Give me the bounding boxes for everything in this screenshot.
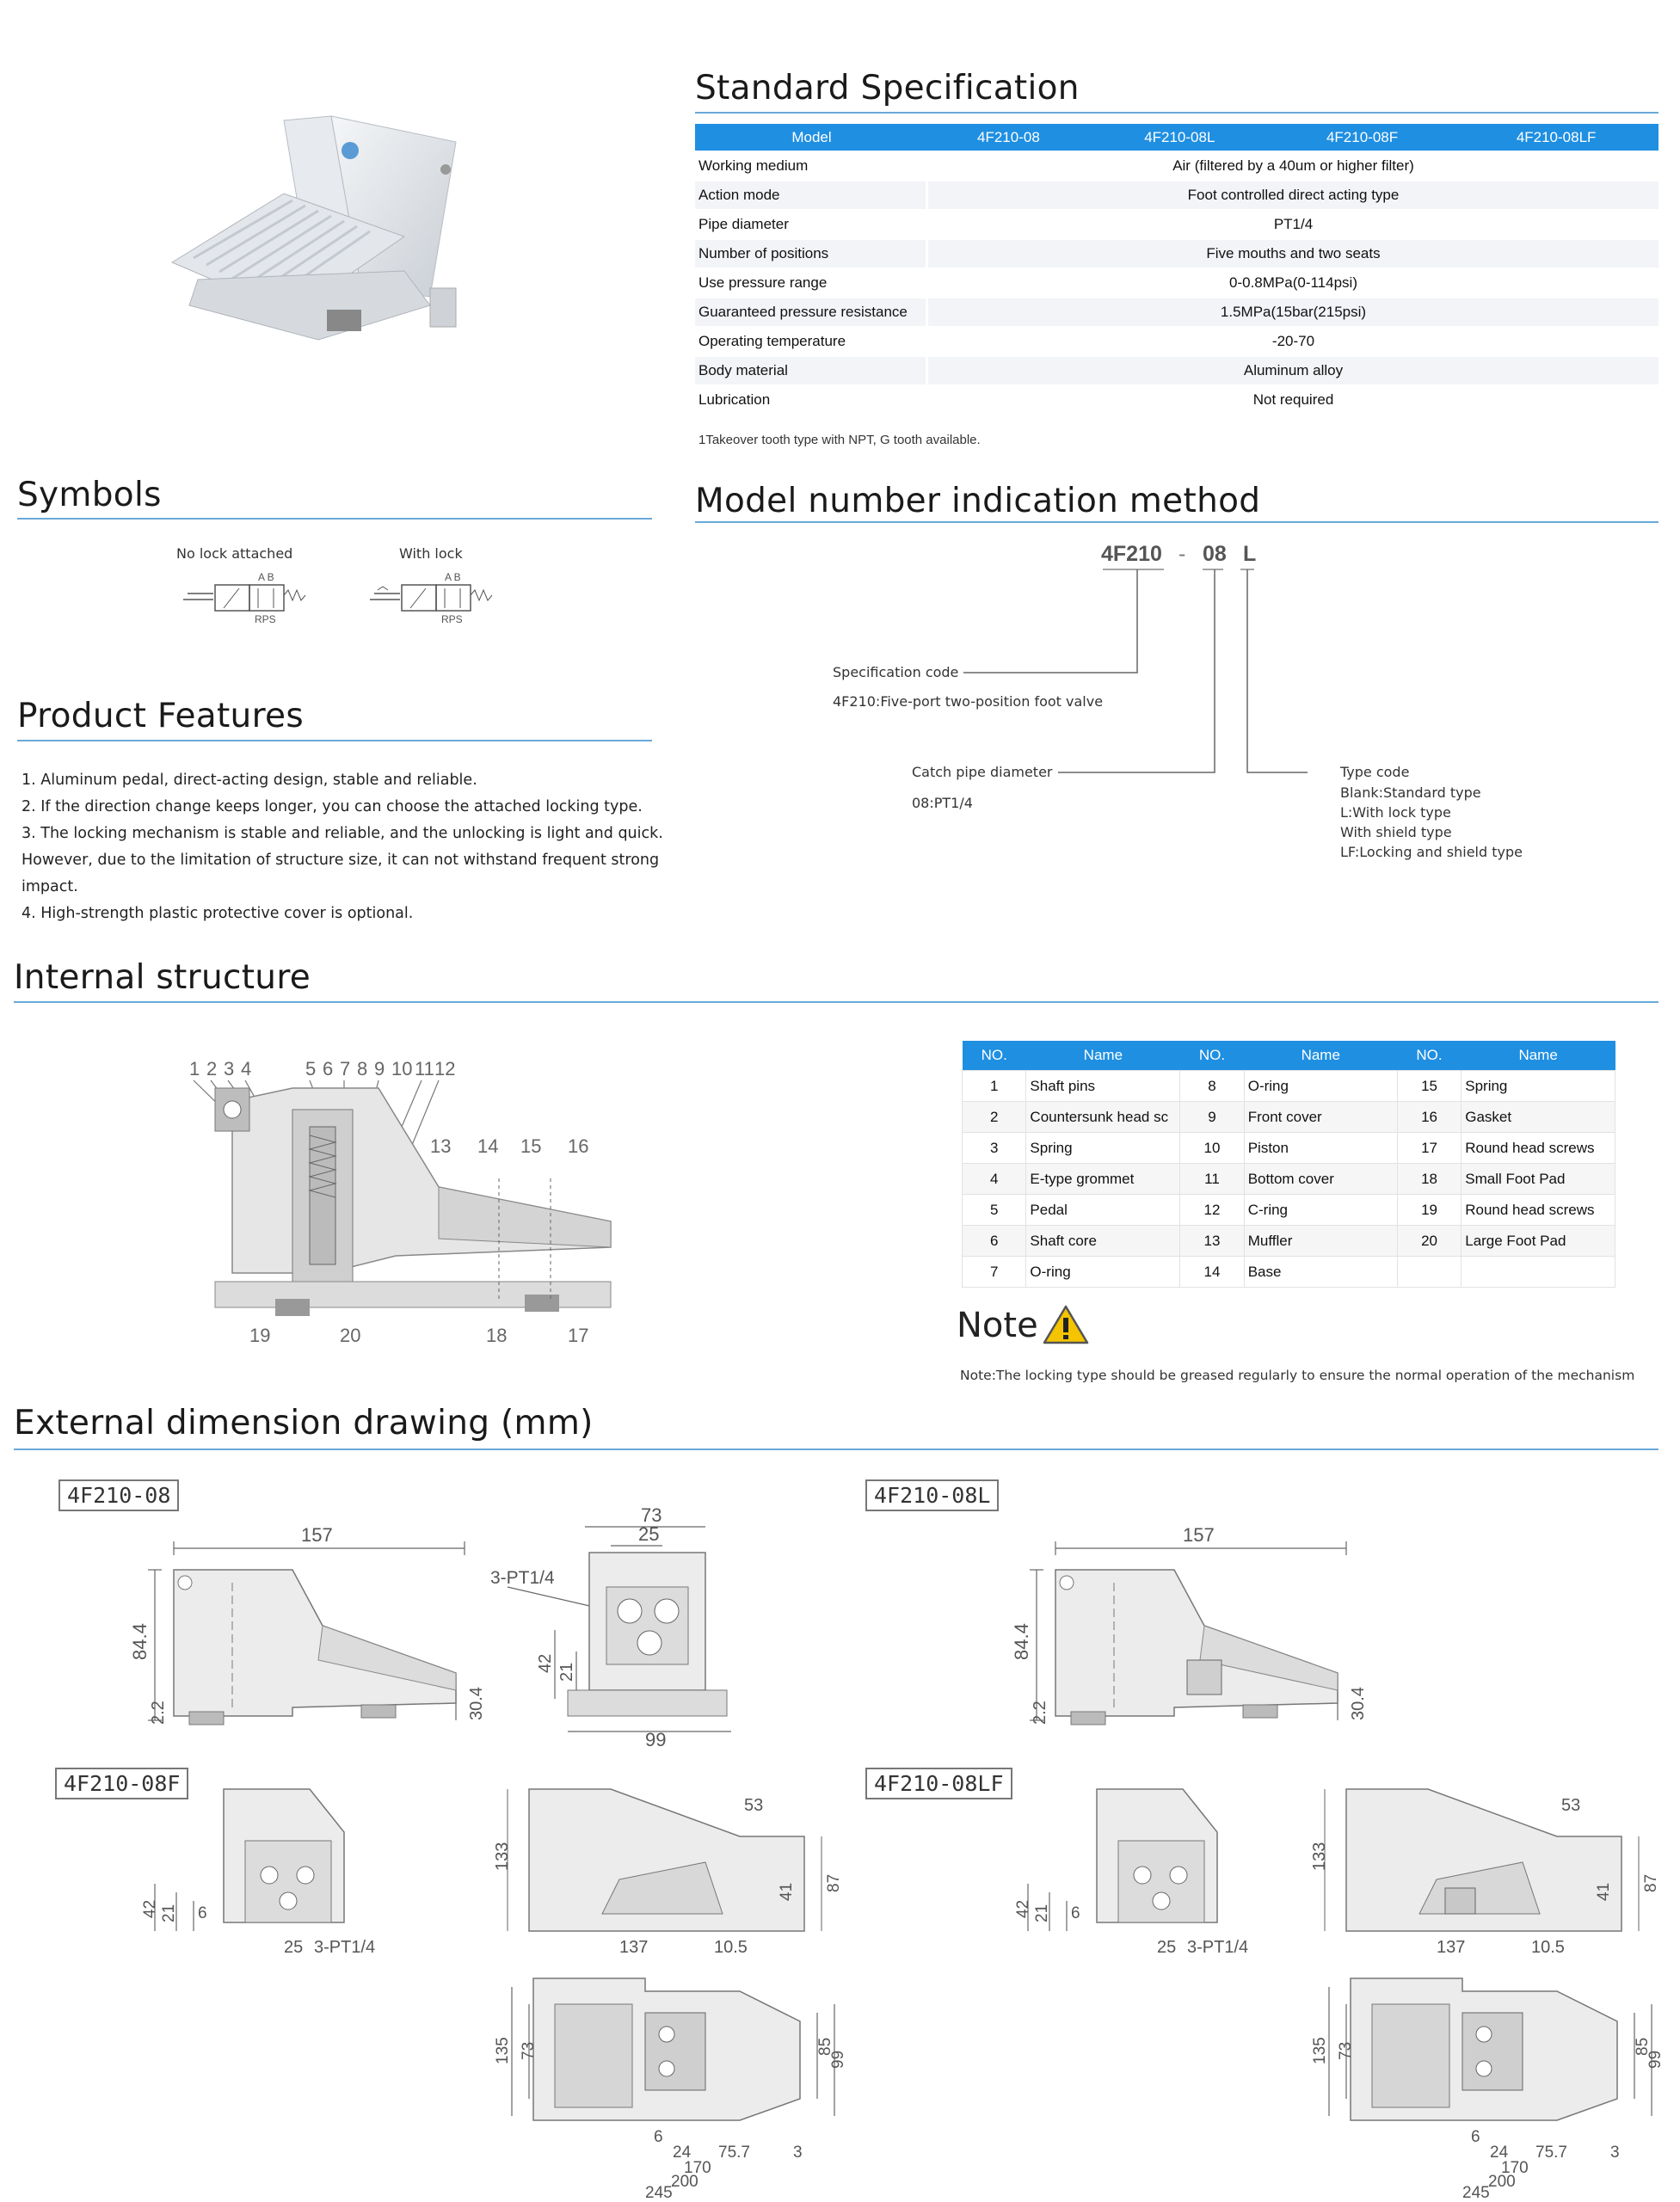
- parts-row: 5 Pedal 12 C-ring 19 Round head screws: [963, 1195, 1615, 1226]
- dim-25: 25: [284, 1938, 304, 1957]
- parts-header: Name: [1244, 1041, 1397, 1071]
- spec-header-col: 4F210-08LF: [1454, 124, 1658, 151]
- dim-42: 42: [141, 1899, 159, 1918]
- spec-row-label: Body material: [695, 357, 928, 384]
- spec-row-label: Use pressure range: [695, 269, 928, 297]
- spec-row-label: Lubrication: [695, 386, 928, 414]
- dim-170: 170: [1501, 2159, 1529, 2177]
- svg-text:7: 7: [340, 1058, 351, 1079]
- feature-line: 1. Aluminum pedal, direct-acting design, stable and reliable.: [22, 772, 477, 789]
- dim-137: 137: [1437, 1938, 1466, 1957]
- model-type-line: L:With lock type: [1340, 804, 1451, 821]
- spec-row-label: Guaranteed pressure resistance: [695, 298, 928, 326]
- feature-line: 4. High-strength plastic protective cover is optional.: [22, 905, 414, 922]
- spec-row-value: Air (filtered by a 40um or higher filter): [1172, 157, 1414, 174]
- dim-99: 99: [645, 1729, 667, 1746]
- dim-137: 137: [619, 1938, 649, 1957]
- spec-header-col: 4F210-08L: [1089, 124, 1271, 151]
- parts-row: 3 Spring 10 Piston 17 Round head screws: [963, 1133, 1615, 1164]
- spec-row: [695, 269, 1658, 297]
- model-type-line: With shield type: [1340, 824, 1452, 840]
- spec-title: Standard Specification: [695, 69, 1080, 108]
- svg-text:17: 17: [568, 1325, 589, 1346]
- spec-row-label: Operating temperature: [695, 328, 928, 355]
- parts-header: Name: [1026, 1041, 1180, 1071]
- dim-73: 73: [1337, 2041, 1355, 2060]
- symbol-ports-bottom: RPS: [255, 613, 276, 625]
- spec-row-label: Action mode: [695, 181, 928, 209]
- external-title: External dimension drawing (mm): [14, 1404, 594, 1442]
- note-title: Note: [957, 1306, 1038, 1345]
- spec-header-model: Model: [695, 124, 928, 151]
- drawing-4f210-08lf-front: [1002, 1781, 1295, 1961]
- spec-row-label: Pipe diameter: [695, 211, 928, 238]
- dim-245: 245: [1462, 2184, 1490, 2198]
- parts-header: NO.: [963, 1041, 1026, 1071]
- spec-row: [695, 328, 1658, 355]
- model-type-label: Type code: [1340, 764, 1410, 780]
- drawing-4f210-08lf-side: [1299, 1776, 1660, 1974]
- drawing-label-4f210-08f: 4F210-08F: [55, 1768, 188, 1799]
- dim-105: 10.5: [1531, 1938, 1565, 1957]
- dim-200: 200: [1488, 2173, 1516, 2191]
- spec-header-row: [695, 124, 1658, 151]
- dim-135: 135: [494, 2037, 512, 2064]
- dim-844: 84.4: [1011, 1623, 1032, 1660]
- svg-text:5: 5: [305, 1058, 317, 1079]
- symbol-ports-top: A B: [445, 571, 461, 583]
- dim-24: 24: [1490, 2144, 1509, 2162]
- dim-25: 25: [638, 1523, 660, 1545]
- features-list: [22, 767, 701, 927]
- spec-header-col: 4F210-08: [928, 124, 1089, 151]
- svg-text:13: 13: [430, 1135, 452, 1157]
- drawing-label-4f210-08: 4F210-08: [58, 1479, 179, 1511]
- dim-53: 53: [1561, 1796, 1581, 1815]
- symbols-title: Symbols: [17, 476, 162, 514]
- symbol-ports-bottom: RPS: [441, 613, 463, 625]
- parts-header-row: [963, 1041, 1615, 1071]
- drawing-4f210-08-side: [120, 1522, 490, 1746]
- dim-105: 10.5: [714, 1938, 748, 1957]
- model-spec-code-label: Specification code: [833, 664, 959, 680]
- svg-text:12: 12: [434, 1058, 456, 1079]
- spec-row-value: Not required: [1252, 391, 1334, 408]
- symbol-no-lock-label: No lock attached: [176, 545, 293, 562]
- parts-header: Name: [1462, 1041, 1615, 1071]
- svg-text:1: 1: [189, 1058, 200, 1079]
- dim-21: 21: [160, 1904, 178, 1922]
- callouts-bottom: [249, 1325, 588, 1346]
- drawing-4f210-08l-side: [1002, 1522, 1372, 1746]
- symbols-title-rule: [17, 518, 652, 520]
- dim-21: 21: [557, 1662, 576, 1682]
- dim-85: 85: [1634, 2037, 1652, 2056]
- dim-245: 245: [645, 2184, 673, 2198]
- model-code-c: L: [1243, 542, 1257, 566]
- drawing-4f210-08-front: [482, 1501, 757, 1746]
- svg-text:10: 10: [391, 1058, 413, 1079]
- dim-42: 42: [1014, 1899, 1032, 1918]
- svg-text:20: 20: [340, 1325, 361, 1346]
- dim-170: 170: [684, 2159, 711, 2177]
- spec-table: [695, 122, 1658, 415]
- model-code-a: 4F210: [1101, 542, 1162, 566]
- svg-text:11: 11: [415, 1058, 434, 1079]
- parts-table: [962, 1041, 1615, 1288]
- model-code-b: 08: [1203, 542, 1227, 566]
- dim-157: 157: [301, 1524, 333, 1546]
- dim-135: 135: [1311, 2037, 1329, 2064]
- parts-row: 6 Shaft core 13 Muffler 20 Large Foot Pad: [963, 1226, 1615, 1257]
- parts-row: 7 O-ring 14 Base: [963, 1257, 1615, 1288]
- spec-row-value: Five mouths and two seats: [928, 240, 1658, 268]
- svg-text:15: 15: [520, 1135, 542, 1157]
- internal-structure-drawing: [181, 1049, 628, 1359]
- svg-text:18: 18: [486, 1325, 508, 1346]
- dim-24: 24: [673, 2144, 692, 2162]
- dim-99: 99: [1646, 2050, 1665, 2069]
- parts-header: NO.: [1397, 1041, 1461, 1071]
- feature-line: 2. If the direction change keeps longer, you can choose the attached locking type.: [22, 798, 643, 815]
- dim-87: 87: [1642, 1873, 1660, 1892]
- spec-row-label: Working medium: [695, 152, 928, 180]
- spec-title-rule: [695, 112, 1658, 114]
- features-title: Product Features: [17, 697, 304, 735]
- spec-row: [695, 240, 1658, 268]
- svg-text:6: 6: [323, 1058, 334, 1079]
- svg-text:2: 2: [206, 1058, 218, 1079]
- dim-6: 6: [1071, 1904, 1080, 1922]
- spec-row-label: Number of positions: [695, 240, 928, 268]
- drawing-4f210-08f-front: [129, 1781, 422, 1961]
- symbol-with-lock-diagram: [366, 569, 503, 630]
- dim-53: 53: [744, 1796, 764, 1815]
- dim-42: 42: [536, 1653, 555, 1673]
- dim-200: 200: [671, 2173, 698, 2191]
- drawing-4f210-08lf-top: [1299, 1970, 1669, 2198]
- dim-304: 30.4: [467, 1687, 486, 1720]
- model-type-line: LF:Locking and shield type: [1340, 844, 1523, 860]
- dim-22: 2.2: [1031, 1701, 1049, 1725]
- dim-157: 157: [1183, 1524, 1215, 1546]
- feature-line: 3. The locking mechanism is stable and reliable, and the unlocking is light and quick.: [22, 825, 663, 842]
- svg-text:9: 9: [374, 1058, 385, 1079]
- dim-6: 6: [198, 1904, 207, 1922]
- svg-text:4: 4: [241, 1058, 252, 1079]
- symbol-with-lock-label: With lock: [399, 545, 463, 562]
- features-title-rule: [17, 740, 652, 741]
- model-pipe-label: Catch pipe diameter: [912, 764, 1053, 780]
- svg-text:8: 8: [357, 1058, 368, 1079]
- dim-99: 99: [829, 2050, 847, 2069]
- symbol-no-lock-diagram: [179, 569, 317, 630]
- svg-text:14: 14: [477, 1135, 499, 1157]
- svg-text:16: 16: [568, 1135, 589, 1157]
- drawing-4f210-08f-top: [482, 1970, 852, 2198]
- warning-icon: [1043, 1304, 1089, 1345]
- dim-87: 87: [825, 1873, 843, 1892]
- parts-header: NO.: [1180, 1041, 1244, 1071]
- spec-row: [695, 386, 1658, 414]
- dim-133: 133: [493, 1842, 512, 1871]
- dim-73: 73: [641, 1504, 662, 1526]
- feature-line: However, due to the limitation of structure size, it can not withstand frequent strong impact.: [22, 852, 660, 895]
- port-label: 3-PT1/4: [314, 1938, 376, 1957]
- parts-row: 2 Countersunk head sc 9 Front cover 16 Gasket: [963, 1102, 1615, 1133]
- port-label: 3-PT1/4: [490, 1568, 555, 1588]
- symbol-ports-top: A B: [258, 571, 274, 583]
- port-label: 3-PT1/4: [1187, 1938, 1249, 1957]
- spec-row: [695, 181, 1658, 209]
- dim-844: 84.4: [129, 1623, 151, 1660]
- dim-757: 75.7: [1535, 2144, 1567, 2162]
- dim-21: 21: [1033, 1904, 1051, 1922]
- dim-41: 41: [1595, 1882, 1613, 1901]
- spec-row-value: PT1/4: [1273, 216, 1314, 232]
- note-text: Note:The locking type should be greased regularly to ensure the normal operation of the mechanism: [960, 1368, 1635, 1383]
- model-spec-code-desc: 4F210:Five-port two-position foot valve: [833, 693, 1104, 710]
- spec-header-col: 4F210-08F: [1271, 124, 1454, 151]
- dim-25: 25: [1157, 1938, 1177, 1957]
- dim-304: 30.4: [1349, 1687, 1368, 1720]
- model-title-rule: [695, 521, 1658, 523]
- dim-3: 3: [1610, 2144, 1620, 2162]
- spec-row-value: -20-70: [1271, 333, 1315, 349]
- drawing-label-4f210-08l: 4F210-08L: [865, 1479, 999, 1511]
- internal-title: Internal structure: [14, 958, 311, 997]
- spec-row-value: Foot controlled direct acting type: [928, 181, 1658, 209]
- spec-row: [695, 298, 1658, 326]
- dim-133: 133: [1310, 1842, 1329, 1871]
- model-code-dash: -: [1178, 542, 1186, 566]
- dim-3: 3: [793, 2144, 803, 2162]
- dim-73: 73: [520, 2041, 538, 2060]
- svg-text:3: 3: [224, 1058, 235, 1079]
- spec-row: [695, 357, 1658, 384]
- parts-row: 4 E-type grommet 11 Bottom cover 18 Small Foot Pad: [963, 1164, 1615, 1195]
- dim-22: 2.2: [149, 1701, 168, 1725]
- spec-footnote: 1Takeover tooth type with NPT, G tooth available.: [698, 433, 981, 447]
- drawing-4f210-08f-side: [482, 1776, 843, 1974]
- product-photo: [146, 90, 542, 374]
- model-pipe-desc: 08:PT1/4: [912, 795, 973, 811]
- model-type-line: Blank:Standard type: [1340, 784, 1481, 801]
- callouts-top: [189, 1058, 455, 1079]
- dim-6: 6: [654, 2128, 663, 2146]
- spec-row: [695, 211, 1658, 238]
- spec-row-value: 1.5MPa(15bar(215psi): [928, 298, 1658, 326]
- parts-row: 1 Shaft pins 8 O-ring 15 Spring: [963, 1071, 1615, 1102]
- model-title: Model number indication method: [695, 482, 1261, 520]
- spec-row-value: 0-0.8MPa(0-114psi): [1229, 274, 1357, 291]
- dim-85: 85: [816, 2037, 834, 2056]
- spec-row-value: Aluminum alloy: [928, 357, 1658, 384]
- internal-title-rule: [14, 1001, 1658, 1003]
- dim-757: 75.7: [718, 2144, 750, 2162]
- dim-41: 41: [778, 1882, 796, 1901]
- drawing-label-4f210-08lf: 4F210-08LF: [865, 1768, 1012, 1799]
- external-title-rule: [14, 1449, 1658, 1450]
- callouts-mid: [430, 1135, 588, 1157]
- dim-6: 6: [1471, 2128, 1480, 2146]
- spec-row: [695, 152, 1658, 180]
- svg-text:19: 19: [249, 1325, 271, 1346]
